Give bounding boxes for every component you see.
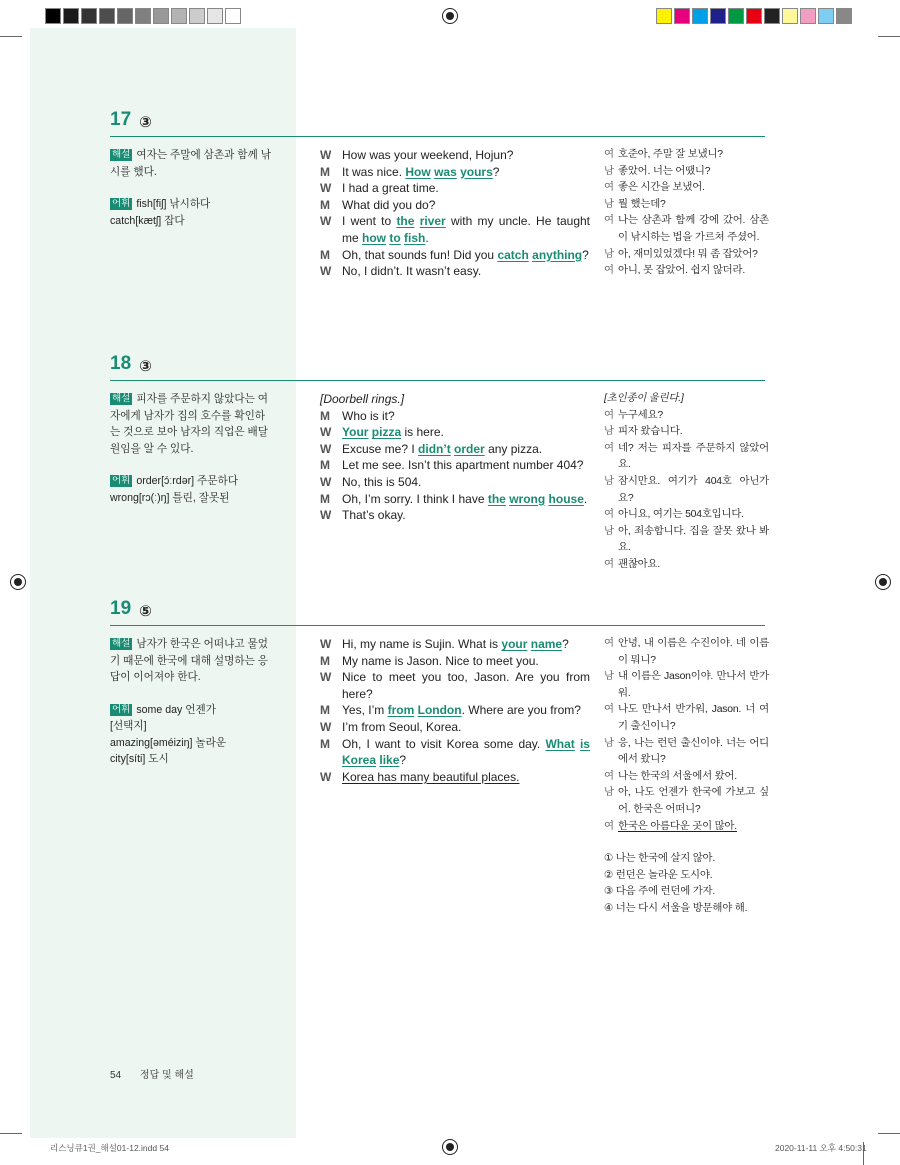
page-footer	[110, 1066, 210, 1081]
vocab-word: wrong	[110, 491, 139, 504]
explanation-tag: 해설	[112, 149, 131, 160]
dialogue-line: W I went to the river with my uncle. He taught me how to fish.	[320, 214, 590, 245]
dialogue-english	[320, 391, 590, 524]
blank-answer: fish	[404, 230, 426, 245]
blank-answer: the	[396, 214, 415, 229]
dialogue-line: W Nice to meet you too, Jason. Are you from here?	[320, 670, 590, 701]
crop-mark	[0, 36, 22, 37]
dialogue-line: M It was nice. How was yours?	[320, 164, 500, 179]
dialogue-korean	[604, 391, 769, 574]
question-header	[110, 110, 765, 137]
translation-line: 여 좋은 시간을 보냈어.	[604, 182, 705, 194]
choice-label: [선택지]	[110, 720, 147, 732]
blank-answer: London	[417, 703, 462, 718]
explanation	[110, 636, 272, 768]
vocab-tag: 어휘	[112, 198, 131, 209]
question-19	[110, 598, 769, 914]
vocab-meaning: 틀린, 잘못된	[172, 491, 230, 504]
dialogue-line: M Oh, I want to visit Korea some day. What is Korea like?	[320, 736, 590, 768]
explanation-text: 피자를 주문하지 않았다는 여자에게 남자가 집의 호수를 확인하는 것으로 보아 남자의 직업은 배달원임을 알 수 있다.	[110, 393, 268, 455]
dialogue-korean	[604, 636, 769, 918]
vocab-meaning: 낚시하다	[169, 198, 211, 210]
blank-answer: from	[387, 703, 415, 718]
blank-answer: is	[579, 736, 590, 751]
translation-line: 남 좋았어. 너는 어땠니?	[604, 165, 711, 177]
dialogue-line: W Excuse me? I didn’t order any pizza.	[320, 441, 543, 456]
crop-mark	[0, 1133, 22, 1134]
explanation-tag: 해설	[112, 638, 131, 649]
blank-answer: the	[487, 491, 506, 506]
blank-answer: wrong	[509, 491, 546, 506]
question-number: 19	[110, 598, 132, 619]
question-17	[110, 109, 769, 279]
vocab-meaning: 잡다	[164, 214, 185, 227]
blank-answer: like	[379, 753, 400, 768]
vocab-pron: [síti]	[125, 753, 146, 765]
answer-sentence: Korea has many beautiful places.	[342, 769, 520, 784]
question-header	[110, 599, 765, 626]
blank-answer: your	[501, 637, 528, 651]
vocab-word: some day	[136, 703, 183, 716]
translation-line: 남 아, 나도 언젠가 한국에 가보고 싶어. 한국은 어떠니?	[604, 787, 769, 815]
dialogue-line: W No, I didn’t. It wasn’t easy.	[320, 264, 482, 279]
print-slug-file: 리스닝큐1권_해설01-12.indd 54	[50, 1143, 169, 1153]
cmyk-color-bar	[656, 8, 854, 24]
dialogue-line: W That’s okay.	[320, 508, 406, 523]
blank-answer: how	[362, 230, 387, 245]
question-number: 17	[110, 109, 132, 130]
dialogue-line: W I’m from Seoul, Korea.	[320, 719, 462, 734]
vocab-meaning: 주문하다	[197, 475, 238, 487]
dialogue-line: W Your pizza is here.	[320, 425, 444, 440]
dialogue-korean	[604, 147, 769, 280]
blank-answer: didn’t	[418, 441, 451, 456]
vocab-word: amazing	[110, 736, 151, 749]
translation-line: 남 피자 왔습니다.	[604, 426, 683, 438]
translation-line: 여 호준아, 주말 잘 보냈니?	[604, 149, 723, 160]
dialogue-line: M Oh, I’m sorry. I think I have the wrong house.	[320, 491, 588, 506]
blank-answer: How	[405, 164, 431, 179]
question-header	[110, 354, 765, 381]
grayscale-color-bar	[45, 8, 243, 24]
vocab-pron: [əméiziŋ]	[150, 736, 193, 749]
dialogue-english	[320, 147, 590, 280]
translation-line: 남 아, 재미있었겠다! 뭐 좀 잡았어?	[604, 248, 758, 260]
answer-options	[604, 851, 769, 917]
blank-answer: Korea	[342, 753, 377, 768]
translation-line: 여 아니요, 여기는 504호입니다.	[604, 509, 744, 521]
vocab-list	[110, 196, 272, 229]
explanation	[110, 147, 272, 229]
translation-line: 여 나도 만나서 반가워, Jason. 너 여기 출신이니?	[604, 704, 769, 732]
vocab-word: fish	[136, 198, 153, 210]
translation-line: 여 안녕, 내 이름은 수진이야. 네 이름이 뭐니?	[604, 638, 769, 666]
translation-line: 여 네? 저는 피자를 주문하지 않았어요.	[604, 442, 769, 471]
translation-line: 남 잠시만요. 여기가 404호 아닌가요?	[604, 475, 769, 504]
dialogue-line: M Who is it?	[320, 408, 395, 423]
dialogue-english	[320, 636, 590, 785]
vocab-tag: 어휘	[112, 703, 131, 715]
option-item: ④ 너는 다시 서울을 방문해야 해.	[604, 902, 748, 914]
answer-sentence: 한국은 아름다운 곳이 많아.	[618, 820, 737, 832]
blank-answer: house	[548, 491, 584, 506]
blank-answer: order	[454, 441, 485, 456]
explanation	[110, 391, 272, 506]
registration-mark-icon	[10, 574, 26, 590]
translation-line: 여 누구세요?	[604, 409, 663, 421]
vocab-meaning: 놀라운	[195, 736, 227, 749]
dialogue-line: M What did you do?	[320, 197, 436, 212]
vocab-pron: [fiʃ]	[152, 198, 167, 210]
option-item: ① 나는 한국에 살지 않아.	[604, 853, 716, 865]
vocab-list	[110, 473, 272, 506]
vocab-word: city	[110, 753, 126, 765]
vocab-meaning: 언젠가	[185, 703, 216, 716]
translation-line: 여 아니, 못 잡았어. 쉽지 않더라.	[604, 265, 746, 277]
vocab-pron: [rɔ(ː)ŋ]	[138, 491, 170, 504]
vocab-word: order	[136, 475, 162, 487]
dialogue-line: W No, this is 504.	[320, 474, 422, 489]
dialogue-line: W Hi, my name is Sujin. What is your name?	[320, 637, 569, 651]
page-number: 54	[110, 1070, 122, 1081]
dialogue-line: M Oh, that sounds fun! Did you catch anything?	[320, 247, 589, 262]
blank-answer: catch	[497, 247, 529, 262]
vocab-list	[110, 702, 272, 768]
vocab-pron: [kætʃ]	[135, 214, 162, 227]
footer-label: 정답 및 해설	[139, 1070, 194, 1081]
question-number: 18	[110, 353, 132, 374]
blank-answer: was	[434, 164, 457, 179]
blank-answer: Your	[342, 425, 369, 440]
blank-answer: What	[545, 736, 575, 751]
explanation-text: 남자가 한국은 어떠냐고 물었기 때문에 한국에 대해 설명하는 응답이 이어져야 한다.	[110, 638, 268, 683]
answer-mark: ③	[139, 358, 152, 375]
blank-answer: yours	[460, 164, 493, 179]
vocab-tag: 어휘	[112, 475, 131, 486]
translation-line: 남 내 이름은 Jason이야. 만나서 반가워.	[604, 671, 769, 699]
registration-mark-icon	[875, 574, 891, 590]
translation-line: 여 한국은 아름다운 곳이 많아.	[604, 820, 737, 832]
blank-answer: river	[419, 214, 446, 229]
blank-answer: pizza	[371, 425, 402, 440]
question-18	[110, 353, 769, 570]
crop-mark	[878, 36, 900, 37]
crop-mark	[878, 1133, 900, 1134]
dialogue-line: M Yes, I’m from London. Where are you from?	[320, 703, 581, 718]
blank-answer: to	[389, 230, 401, 245]
explanation-tag: 해설	[112, 393, 131, 404]
dialogue-line: M Let me see. Isn’t this apartment number 404?	[320, 458, 584, 473]
answer-mark: ⑤	[139, 603, 152, 620]
print-slug-date: 2020-11-11 오후 4:50:31	[775, 1143, 867, 1153]
answer-mark: ③	[139, 114, 152, 131]
dialogue-line: W I had a great time.	[320, 181, 439, 196]
dialogue-line: W Korea has many beautiful places.	[320, 769, 520, 784]
blank-answer: name	[530, 637, 563, 651]
stage-cue: [Doorbell rings.]	[320, 392, 405, 406]
vocab-pron: [ɔ́ːrdər]	[161, 475, 195, 487]
dialogue-line: M My name is Jason. Nice to meet you.	[320, 653, 539, 668]
translation-line: 여 나는 삼촌과 함께 강에 갔어. 삼촌이 낚시하는 법을 가르쳐 주셨어.	[604, 215, 769, 243]
registration-mark-icon	[442, 1139, 458, 1155]
translation-line: 남 응, 나는 런던 출신이야. 너는 어디에서 왔니?	[604, 737, 769, 766]
option-item: ② 런던은 놀라운 도시야.	[604, 869, 713, 881]
registration-mark-icon	[442, 8, 458, 24]
explanation-text: 여자는 주말에 삼촌과 함께 낚시를 했다.	[110, 149, 271, 178]
blank-answer: anything	[532, 247, 583, 262]
dialogue-line: W How was your weekend, Hojun?	[320, 148, 514, 162]
option-item: ③ 다음 주에 런던에 가자.	[604, 886, 716, 898]
translation-line: 여 나는 한국의 서울에서 왔어.	[604, 770, 737, 782]
translation-line: 여 괜찮아요.	[604, 558, 661, 570]
translation-line: 남 아, 죄송합니다. 집을 잘못 왔나 봐요.	[604, 525, 769, 554]
translation-line: 남 뭘 했는데?	[604, 198, 666, 210]
vocab-meaning: 도시	[148, 753, 169, 765]
stage-cue: [초인종이 울린다.]	[604, 393, 684, 404]
vocab-word: catch	[110, 214, 136, 227]
